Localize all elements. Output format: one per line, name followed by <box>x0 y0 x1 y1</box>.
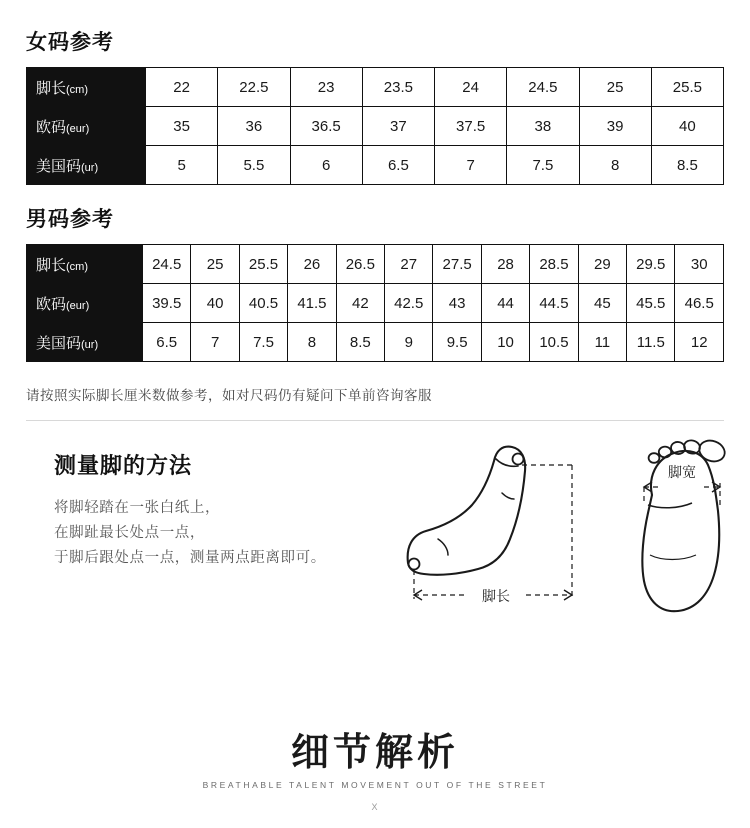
cell: 25.5 <box>651 68 723 107</box>
row-unit: (eur) <box>66 299 90 312</box>
row-header-foot-length <box>27 245 143 284</box>
footer-subtitle: BREATHABLE TALENT MOVEMENT OUT OF THE STREET <box>202 780 548 790</box>
row-header-eu-size <box>27 107 146 146</box>
cell: 5.5 <box>218 146 290 185</box>
cell: 39.5 <box>143 284 191 323</box>
foot-diagram-svg <box>386 435 736 630</box>
row-label: 美国码 <box>36 334 82 352</box>
cell: 29.5 <box>627 245 675 284</box>
divider <box>26 420 724 421</box>
cell: 35 <box>146 107 218 146</box>
cell: 11 <box>578 323 626 362</box>
row-unit: (cm) <box>66 83 89 96</box>
cell: 24 <box>435 68 507 107</box>
cell: 38 <box>507 107 579 146</box>
measure-step-2: 在脚趾最长处点一点， <box>54 525 205 541</box>
cell: 36 <box>218 107 290 146</box>
footer-title: 细节解析 <box>290 732 459 774</box>
cell: 7.5 <box>239 323 287 362</box>
cell: 22.5 <box>218 68 290 107</box>
cell: 27 <box>385 245 433 284</box>
cell: 7 <box>191 323 239 362</box>
cell: 45 <box>578 284 626 323</box>
cell: 36.5 <box>290 107 362 146</box>
row-header-eu-size <box>27 284 143 323</box>
row-label: 美国码 <box>36 157 82 175</box>
measure-section <box>26 435 724 635</box>
cell: 42.5 <box>385 284 433 323</box>
footer-mark: X <box>371 802 379 812</box>
table-row <box>27 245 724 284</box>
measure-text-block <box>54 449 414 571</box>
cell: 44.5 <box>530 284 578 323</box>
cell: 22 <box>146 68 218 107</box>
cell: 37 <box>362 107 434 146</box>
measure-title: 测量脚的方法 <box>54 453 193 478</box>
cell: 40.5 <box>239 284 287 323</box>
cell: 25 <box>191 245 239 284</box>
cell: 39 <box>579 107 651 146</box>
cell: 6 <box>290 146 362 185</box>
cell: 24.5 <box>143 245 191 284</box>
row-label: 脚长 <box>36 79 67 97</box>
cell: 6.5 <box>362 146 434 185</box>
women-section-title: 女码参考 <box>26 31 114 54</box>
cell: 46.5 <box>675 284 724 323</box>
cell: 24.5 <box>507 68 579 107</box>
cell: 26.5 <box>336 245 384 284</box>
heel-point <box>409 559 420 570</box>
foot-measure-illustration <box>386 435 736 630</box>
cell: 28 <box>481 245 529 284</box>
table-row <box>27 323 724 362</box>
foot-length-guides <box>414 465 574 599</box>
cell: 40 <box>191 284 239 323</box>
cell: 25 <box>579 68 651 107</box>
table-row <box>27 107 724 146</box>
row-label: 脚长 <box>36 256 67 274</box>
row-header-us-size <box>27 323 143 362</box>
cell: 45.5 <box>627 284 675 323</box>
cell: 29 <box>578 245 626 284</box>
row-unit: (eur) <box>66 122 90 135</box>
row-unit: (ur) <box>81 161 99 174</box>
cell: 8.5 <box>651 146 723 185</box>
toe-point <box>513 454 524 465</box>
cell: 25.5 <box>239 245 287 284</box>
foot-width-guides <box>644 483 720 505</box>
cell: 8.5 <box>336 323 384 362</box>
cell: 40 <box>651 107 723 146</box>
cell: 7 <box>435 146 507 185</box>
cell: 23.5 <box>362 68 434 107</box>
cell: 11.5 <box>627 323 675 362</box>
table-row <box>27 146 724 185</box>
row-label: 欧码 <box>36 118 67 136</box>
size-note: 请按照实际脚长厘米数做参考，如对尺码仍有疑问下单前咨询客服 <box>26 388 432 403</box>
table-row <box>27 68 724 107</box>
cell: 41.5 <box>288 284 336 323</box>
cell: 8 <box>579 146 651 185</box>
cell: 10 <box>481 323 529 362</box>
row-header-foot-length <box>27 68 146 107</box>
cell: 28.5 <box>530 245 578 284</box>
foot-width-label: 脚宽 <box>668 464 696 480</box>
cell: 30 <box>675 245 724 284</box>
cell: 10.5 <box>530 323 578 362</box>
cell: 37.5 <box>435 107 507 146</box>
row-unit: (cm) <box>66 260 89 273</box>
cell: 6.5 <box>143 323 191 362</box>
measure-step-3: 于脚后跟处点一点，测量两点距离即可。 <box>54 550 326 566</box>
row-header-us-size <box>27 146 146 185</box>
cell: 43 <box>433 284 481 323</box>
cell: 12 <box>675 323 724 362</box>
cell: 5 <box>146 146 218 185</box>
foot-length-label: 脚长 <box>482 588 510 604</box>
footer-block <box>0 730 750 812</box>
cell: 42 <box>336 284 384 323</box>
men-size-table <box>26 244 724 362</box>
cell: 7.5 <box>507 146 579 185</box>
measure-step-1: 将脚轻踏在一张白纸上， <box>54 500 221 516</box>
table-row <box>27 284 724 323</box>
cell: 23 <box>290 68 362 107</box>
cell: 9 <box>385 323 433 362</box>
cell: 44 <box>481 284 529 323</box>
side-foot-outline <box>408 447 526 575</box>
row-label: 欧码 <box>36 295 67 313</box>
cell: 26 <box>288 245 336 284</box>
cell: 8 <box>288 323 336 362</box>
women-size-table <box>26 67 724 185</box>
row-unit: (ur) <box>81 338 99 351</box>
cell: 27.5 <box>433 245 481 284</box>
cell: 9.5 <box>433 323 481 362</box>
men-section-title: 男码参考 <box>26 208 114 231</box>
sole-arch-lines <box>648 503 696 560</box>
